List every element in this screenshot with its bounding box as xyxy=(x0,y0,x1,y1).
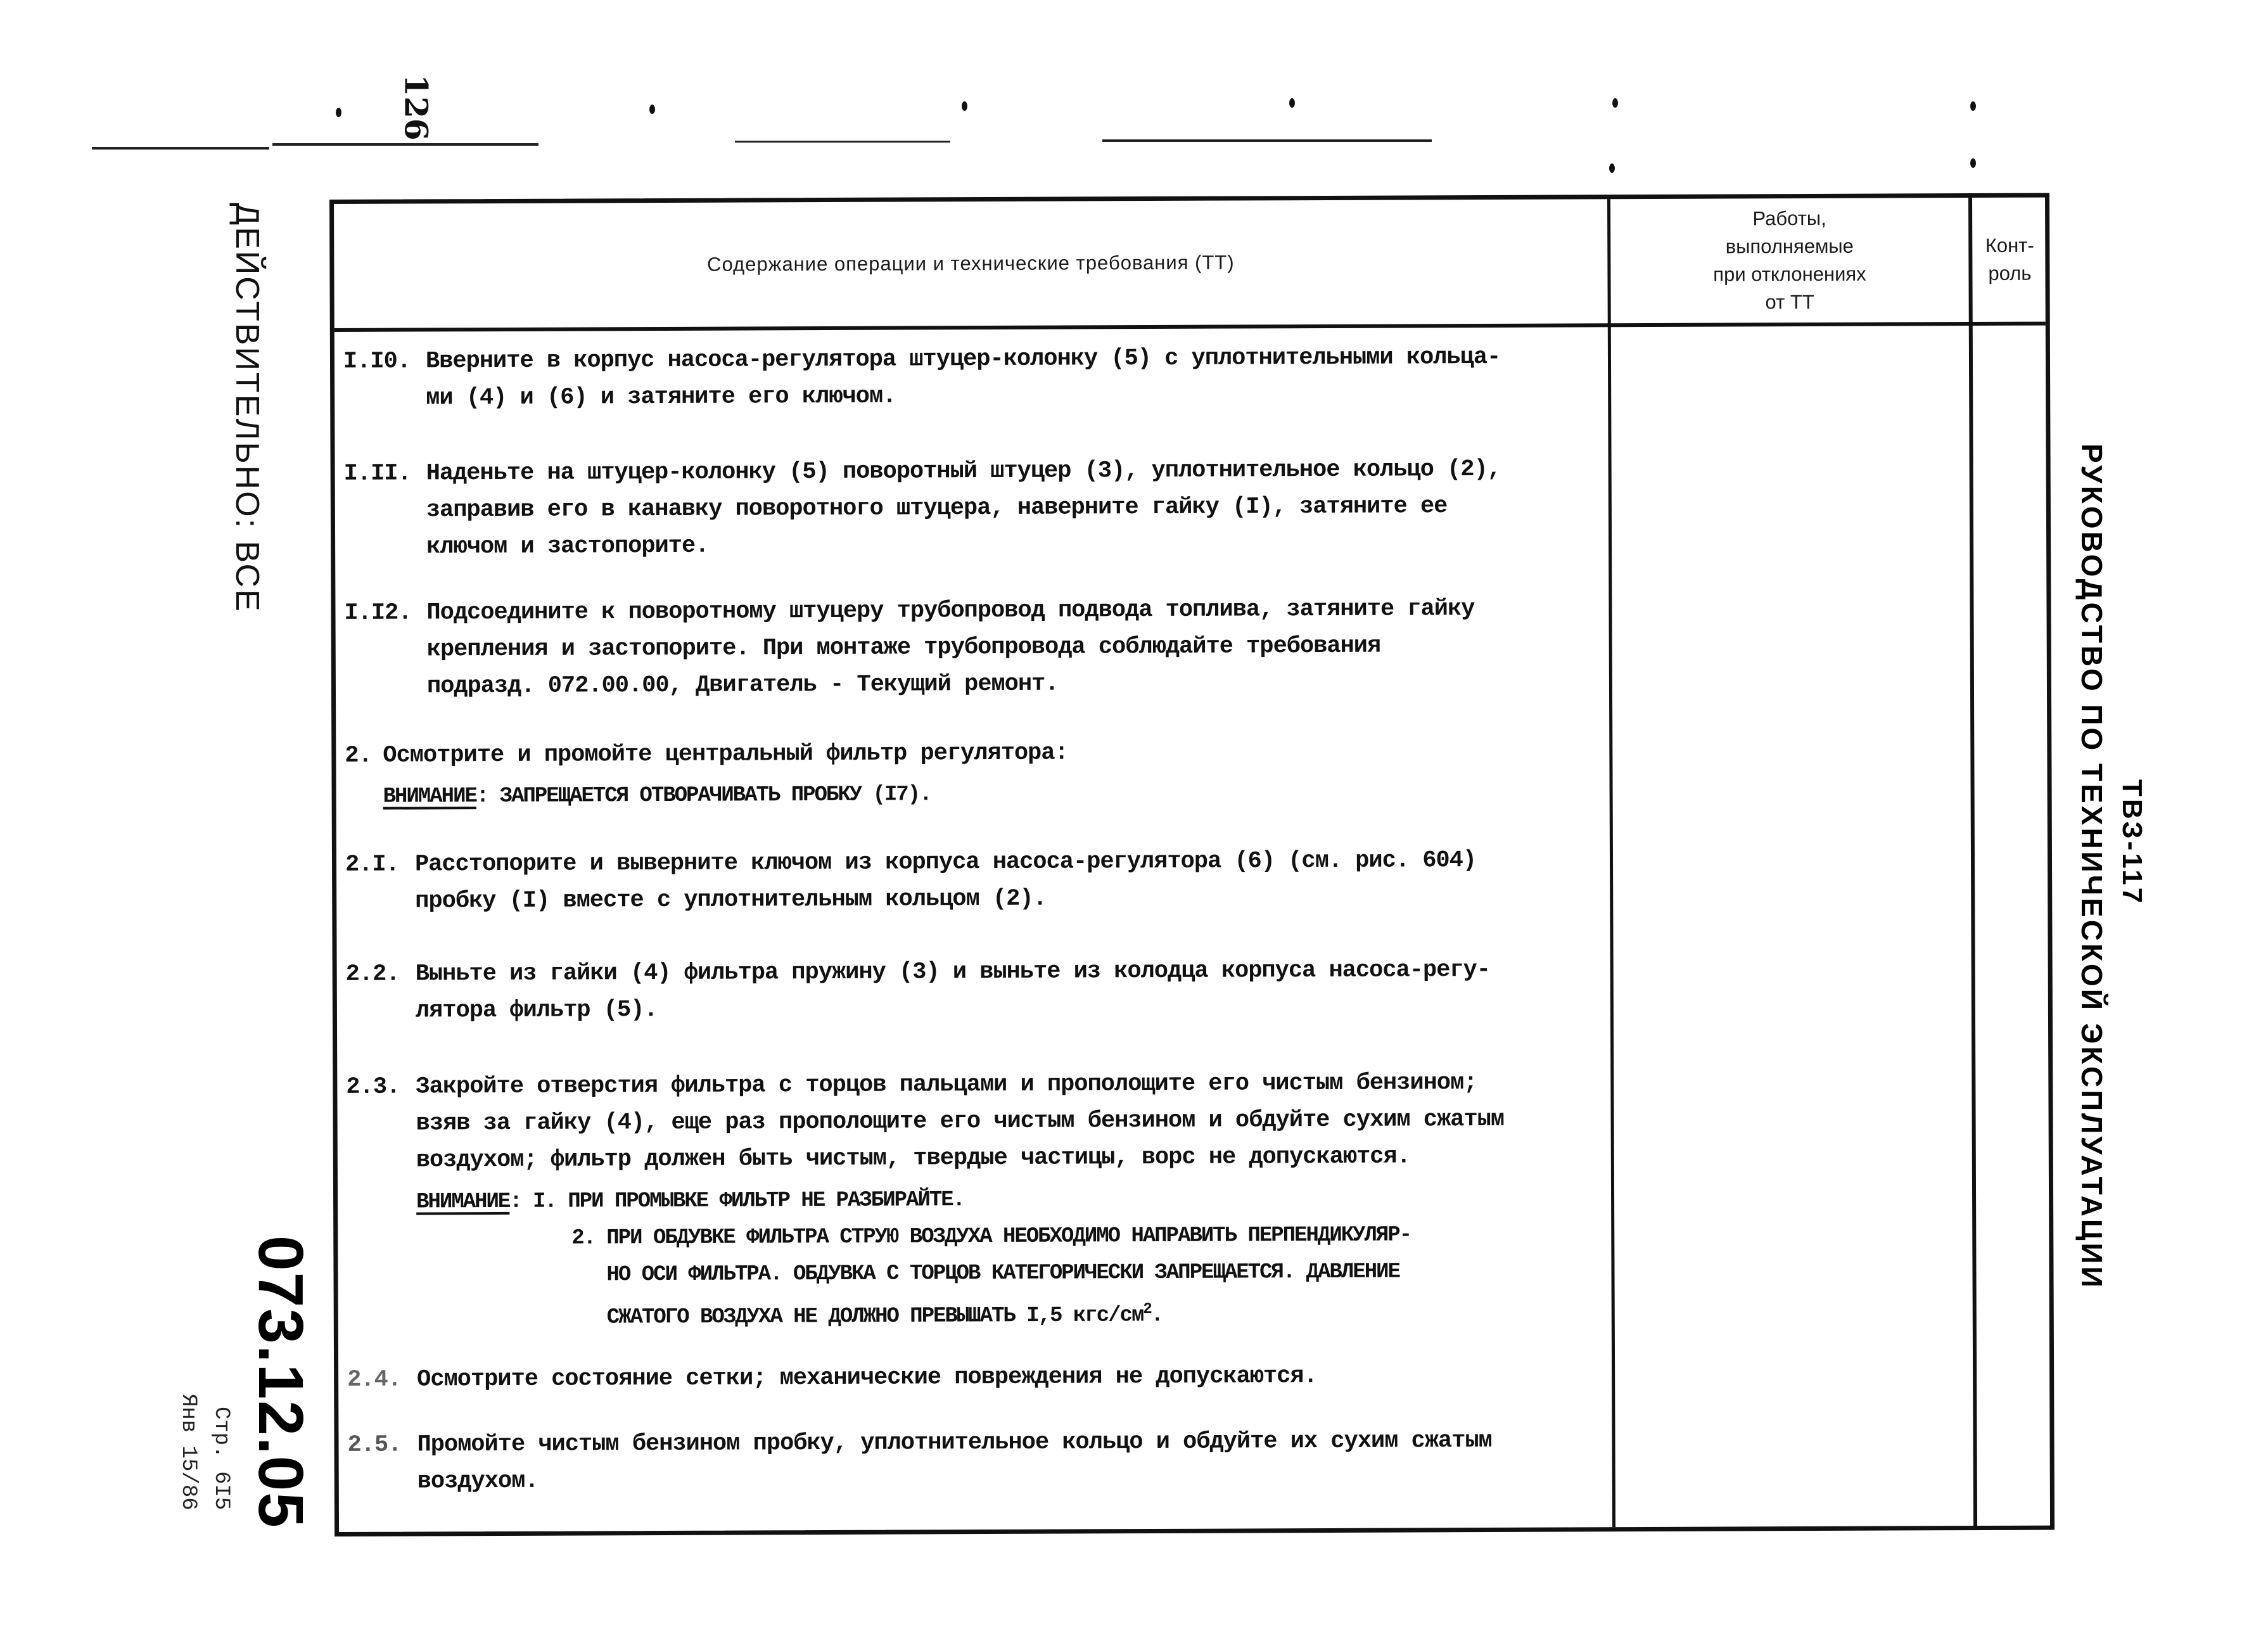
page-number: Стр. 6I5 xyxy=(209,1407,233,1511)
scan-artifact-line xyxy=(735,141,950,143)
warning-note-2 xyxy=(416,1179,1608,1337)
step-text: Подсоедините к поворотному штуцеру трубопровод подвода топлива, затяните гайку крепления и застопорите. При монтаже трубопровода соблюдайте требования подразд. 072.00.00, Двигатель - Текущий ремонт. xyxy=(426,596,1475,700)
scan-artifact-line xyxy=(1102,139,1432,142)
step-text: Осмотрите состояние сетки; механические повреждения не допускаются. xyxy=(417,1363,1317,1393)
step-2 xyxy=(345,732,1605,769)
warning-label: ВНИМАНИЕ xyxy=(416,1189,510,1215)
validity-label: ДЕЙСТВИТЕЛЬНО: ВСЕ xyxy=(229,203,265,613)
revision-date: Янв 15/86 xyxy=(176,1394,200,1511)
step-number: 2.2. xyxy=(345,961,400,988)
step-text: Промойте чистым бензином пробку, уплотнительное кольцо и обдуйте их сухим сжатым воздухом. xyxy=(417,1427,1492,1495)
handwritten-page-mark: 126 xyxy=(397,74,435,141)
engine-model: ТВЗ-117 xyxy=(2117,779,2148,906)
step-1-12 xyxy=(344,590,1605,700)
column-divider xyxy=(1607,199,1615,1527)
step-text: Выньте из гайки (4) фильтра пружину (3) и выньте из колодца корпуса насоса-регу- лятора фильтр (5). xyxy=(415,956,1491,1025)
manual-title: РУКОВОДСТВО ПО ТЕХНИЧЕСКОЙ ЭКСПЛУАТАЦИИ xyxy=(2075,444,2108,1290)
step-1-11 xyxy=(343,450,1605,561)
step-number: 2. xyxy=(345,742,372,769)
column-divider xyxy=(1968,198,1977,1526)
header-deviation-works: Работы, выполняемые при отклонениях от ТТ xyxy=(1713,207,1866,314)
step-text: Наденьте на штуцер-колонку (5) поворотный штуцер (3), уплотнительное кольцо (2), заправив его в канавку поворотного штуцера, наверните гайку (I), затяните ее ключом и застопорите. xyxy=(426,456,1501,561)
step-2-3 xyxy=(346,1064,1607,1174)
step-number: 2.5. xyxy=(347,1431,402,1459)
punch-hole-mark xyxy=(1970,101,1976,111)
step-2-2 xyxy=(345,951,1607,1025)
step-text: Расстопорите и выверните ключом из корпуса насоса-регулятора (6) (см. рис. 604) пробку (I) вместе с уплотнительным кольцом (2). xyxy=(414,847,1477,915)
step-number: 2.4. xyxy=(347,1366,402,1393)
scan-artifact-line xyxy=(92,147,269,150)
step-number: 2.3. xyxy=(346,1073,400,1101)
step-2-5 xyxy=(347,1422,1608,1495)
warning-text: : ЗАПРЕЩАЕТСЯ ОТВОРАЧИВАТЬ ПРОБКУ (I7). xyxy=(476,783,931,809)
scan-artifact-line xyxy=(272,143,538,146)
step-number: I.I0. xyxy=(343,348,411,375)
step-number: I.I2. xyxy=(344,599,412,627)
warning-item-2-text: ПРИ ОБДУВКЕ ФИЛЬТРА СТРУЮ ВОЗДУХА НЕОБХОДИМО НАПРАВИТЬ ПЕРПЕНДИКУЛЯР- НО ОСИ ФИЛЬТРА. ОБДУВКА С ТОРЦОВ КАТЕГОРИЧЕСКИ ЗАПРЕЩАЕТСЯ. ДАВЛЕНИЕ СЖАТОГО ВОЗДУХА НЕ ДОЛЖНО ПРЕВЫШАТЬ I,5 кгс/$см^2$. xyxy=(606,1223,1411,1330)
step-text: Закройте отверстия фильтра с торцов пальцами и прополощите его чистым бензином; взяв за гайку (4), еще раз прополощите его чистым бензином и обдуйте сухим сжатым воздухом; фильтр должен быть чистым, твердые частицы, ворс не допускаются. xyxy=(416,1070,1505,1174)
punch-hole-mark xyxy=(1612,98,1618,108)
step-2-4 xyxy=(347,1357,1608,1393)
step-number: I.II. xyxy=(343,460,411,487)
header-control: Конт- роль xyxy=(1985,234,2034,284)
procedure-table xyxy=(329,193,2055,1536)
warning-label: ВНИМАНИЕ xyxy=(383,784,476,809)
punch-hole-mark xyxy=(962,101,967,111)
step-text: Вверните в корпус насоса-регулятора штуцер-колонку (5) с уплотнительными кольца- ми (4) и (6) и затяните его ключом. xyxy=(425,343,1501,412)
document-number: 073.12.05 xyxy=(245,1236,316,1529)
header-content: Содержание операции и технические требования (ТТ) xyxy=(707,251,1235,276)
step-2-1 xyxy=(345,841,1606,915)
punch-hole-mark xyxy=(1970,158,1976,168)
step-number: 2.I. xyxy=(345,851,399,878)
step-1-10 xyxy=(343,338,1604,412)
punch-hole-mark xyxy=(336,108,341,117)
warning-note-1 xyxy=(383,776,931,815)
punch-hole-mark xyxy=(1289,98,1295,108)
step-text: Осмотрите и промойте центральный фильтр регулятора: xyxy=(383,739,1068,769)
punch-hole-mark xyxy=(1609,163,1615,173)
warning-item-2-number: 2. xyxy=(571,1226,596,1251)
warning-item-1: : I. ПРИ ПРОМЫВКЕ ФИЛЬТР НЕ РАЗБИРАЙТЕ. xyxy=(509,1188,965,1214)
punch-hole-mark xyxy=(649,105,655,114)
